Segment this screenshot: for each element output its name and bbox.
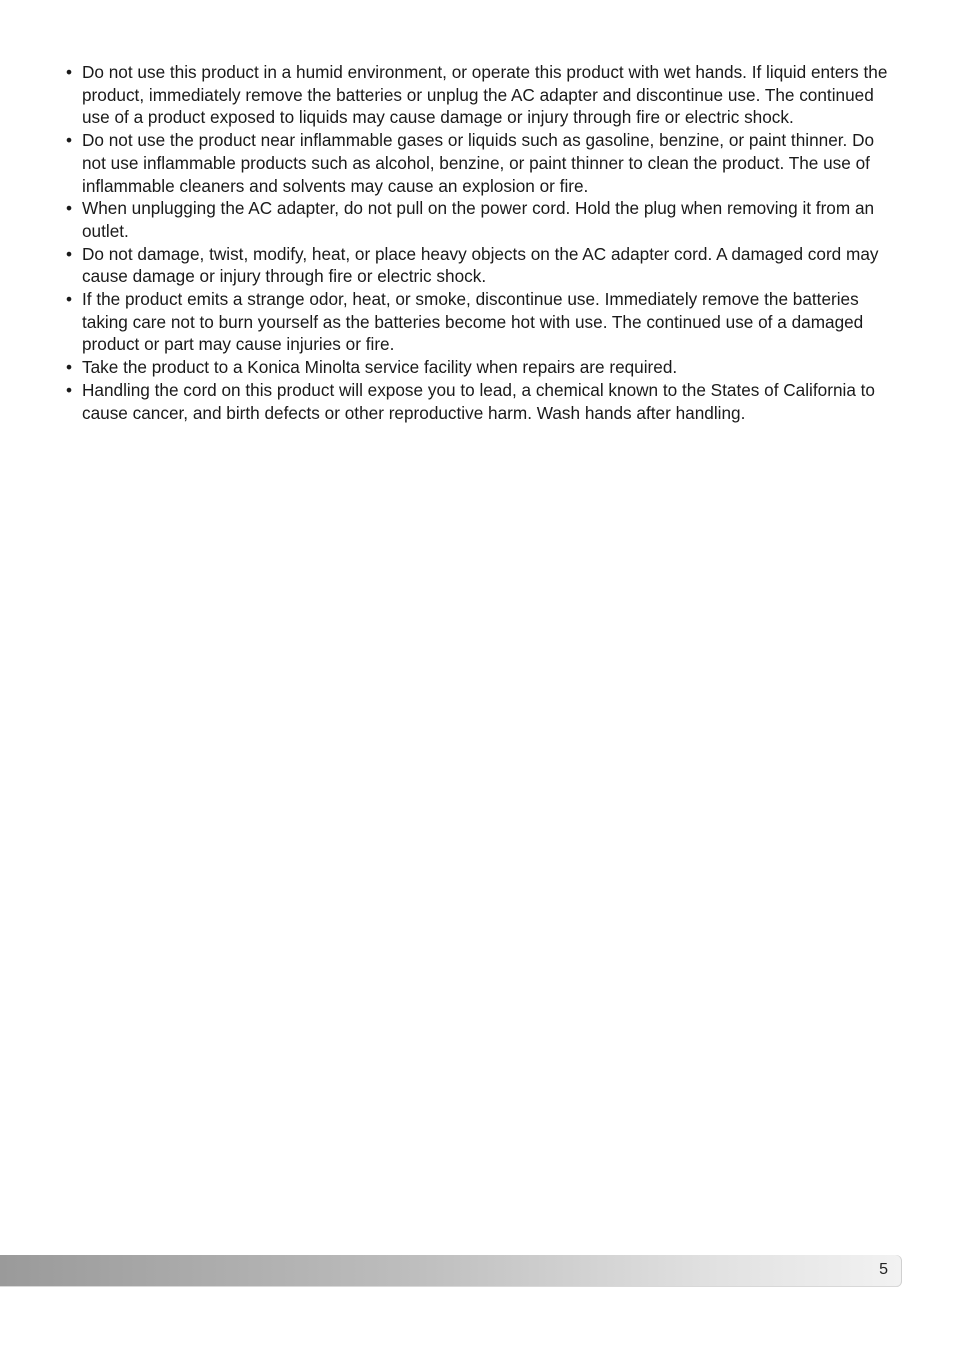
warning-item bbox=[66, 197, 892, 242]
bullet: • bbox=[66, 379, 73, 400]
warnings-list bbox=[66, 61, 892, 424]
warning-item bbox=[66, 379, 892, 424]
warning-item bbox=[66, 243, 892, 288]
bullet: • bbox=[66, 62, 73, 82]
warning-item bbox=[66, 288, 892, 356]
warnings-section bbox=[66, 61, 892, 424]
bullet: • bbox=[66, 289, 73, 310]
warning-text: When unplugging the AC adapter, do not pull on the power cord. Hold the plug when removing it from an outlet. bbox=[82, 198, 875, 241]
warning-item bbox=[66, 356, 892, 379]
bullet: • bbox=[66, 130, 73, 151]
bullet: • bbox=[66, 243, 73, 264]
page-number: 5 bbox=[879, 1261, 888, 1278]
warning-text: If the product emits a strange odor, heat, or smoke, discontinue use. Immediately remove the batteries taking care not to burn yourself as the batteries become hot with use. The continued use of a damaged product or part may cause injuries or fire. bbox=[82, 289, 864, 355]
warning-text: Handling the cord on this product will expose you to lead, a chemical known to the States of California to cause cancer, and birth defects or other reproductive harm. Wash hands after handling. bbox=[82, 379, 875, 423]
warning-item bbox=[66, 129, 892, 197]
warning-text: Do not use the product near inflammable gases or liquids such as gasoline, benzine, or paint thinner. Do not use inflammable products such as alcohol, benzine, or paint thinner to clean the product. The use of inflammable cleaners and solvents may cause an explosion or fire. bbox=[82, 130, 875, 196]
warning-text: Take the product to a Konica Minolta service facility when repairs are required. bbox=[82, 357, 678, 378]
warning-item bbox=[66, 61, 892, 129]
footer-bar bbox=[0, 1255, 902, 1287]
warning-text: Do not use this product in a humid environment, or operate this product with wet hands. If liquid enters the product, immediately remove the batteries or unplug the AC adapter and discontinue use. The continued use of a product exposed to liquids may cause damage or injury through fire or electric shock. bbox=[82, 62, 888, 128]
warning-text: Do not damage, twist, modify, heat, or place heavy objects on the AC adapter cord. A damaged cord may cause damage or injury through fire or electric shock. bbox=[82, 243, 879, 287]
bullet: • bbox=[66, 357, 73, 378]
bullet: • bbox=[66, 198, 73, 219]
